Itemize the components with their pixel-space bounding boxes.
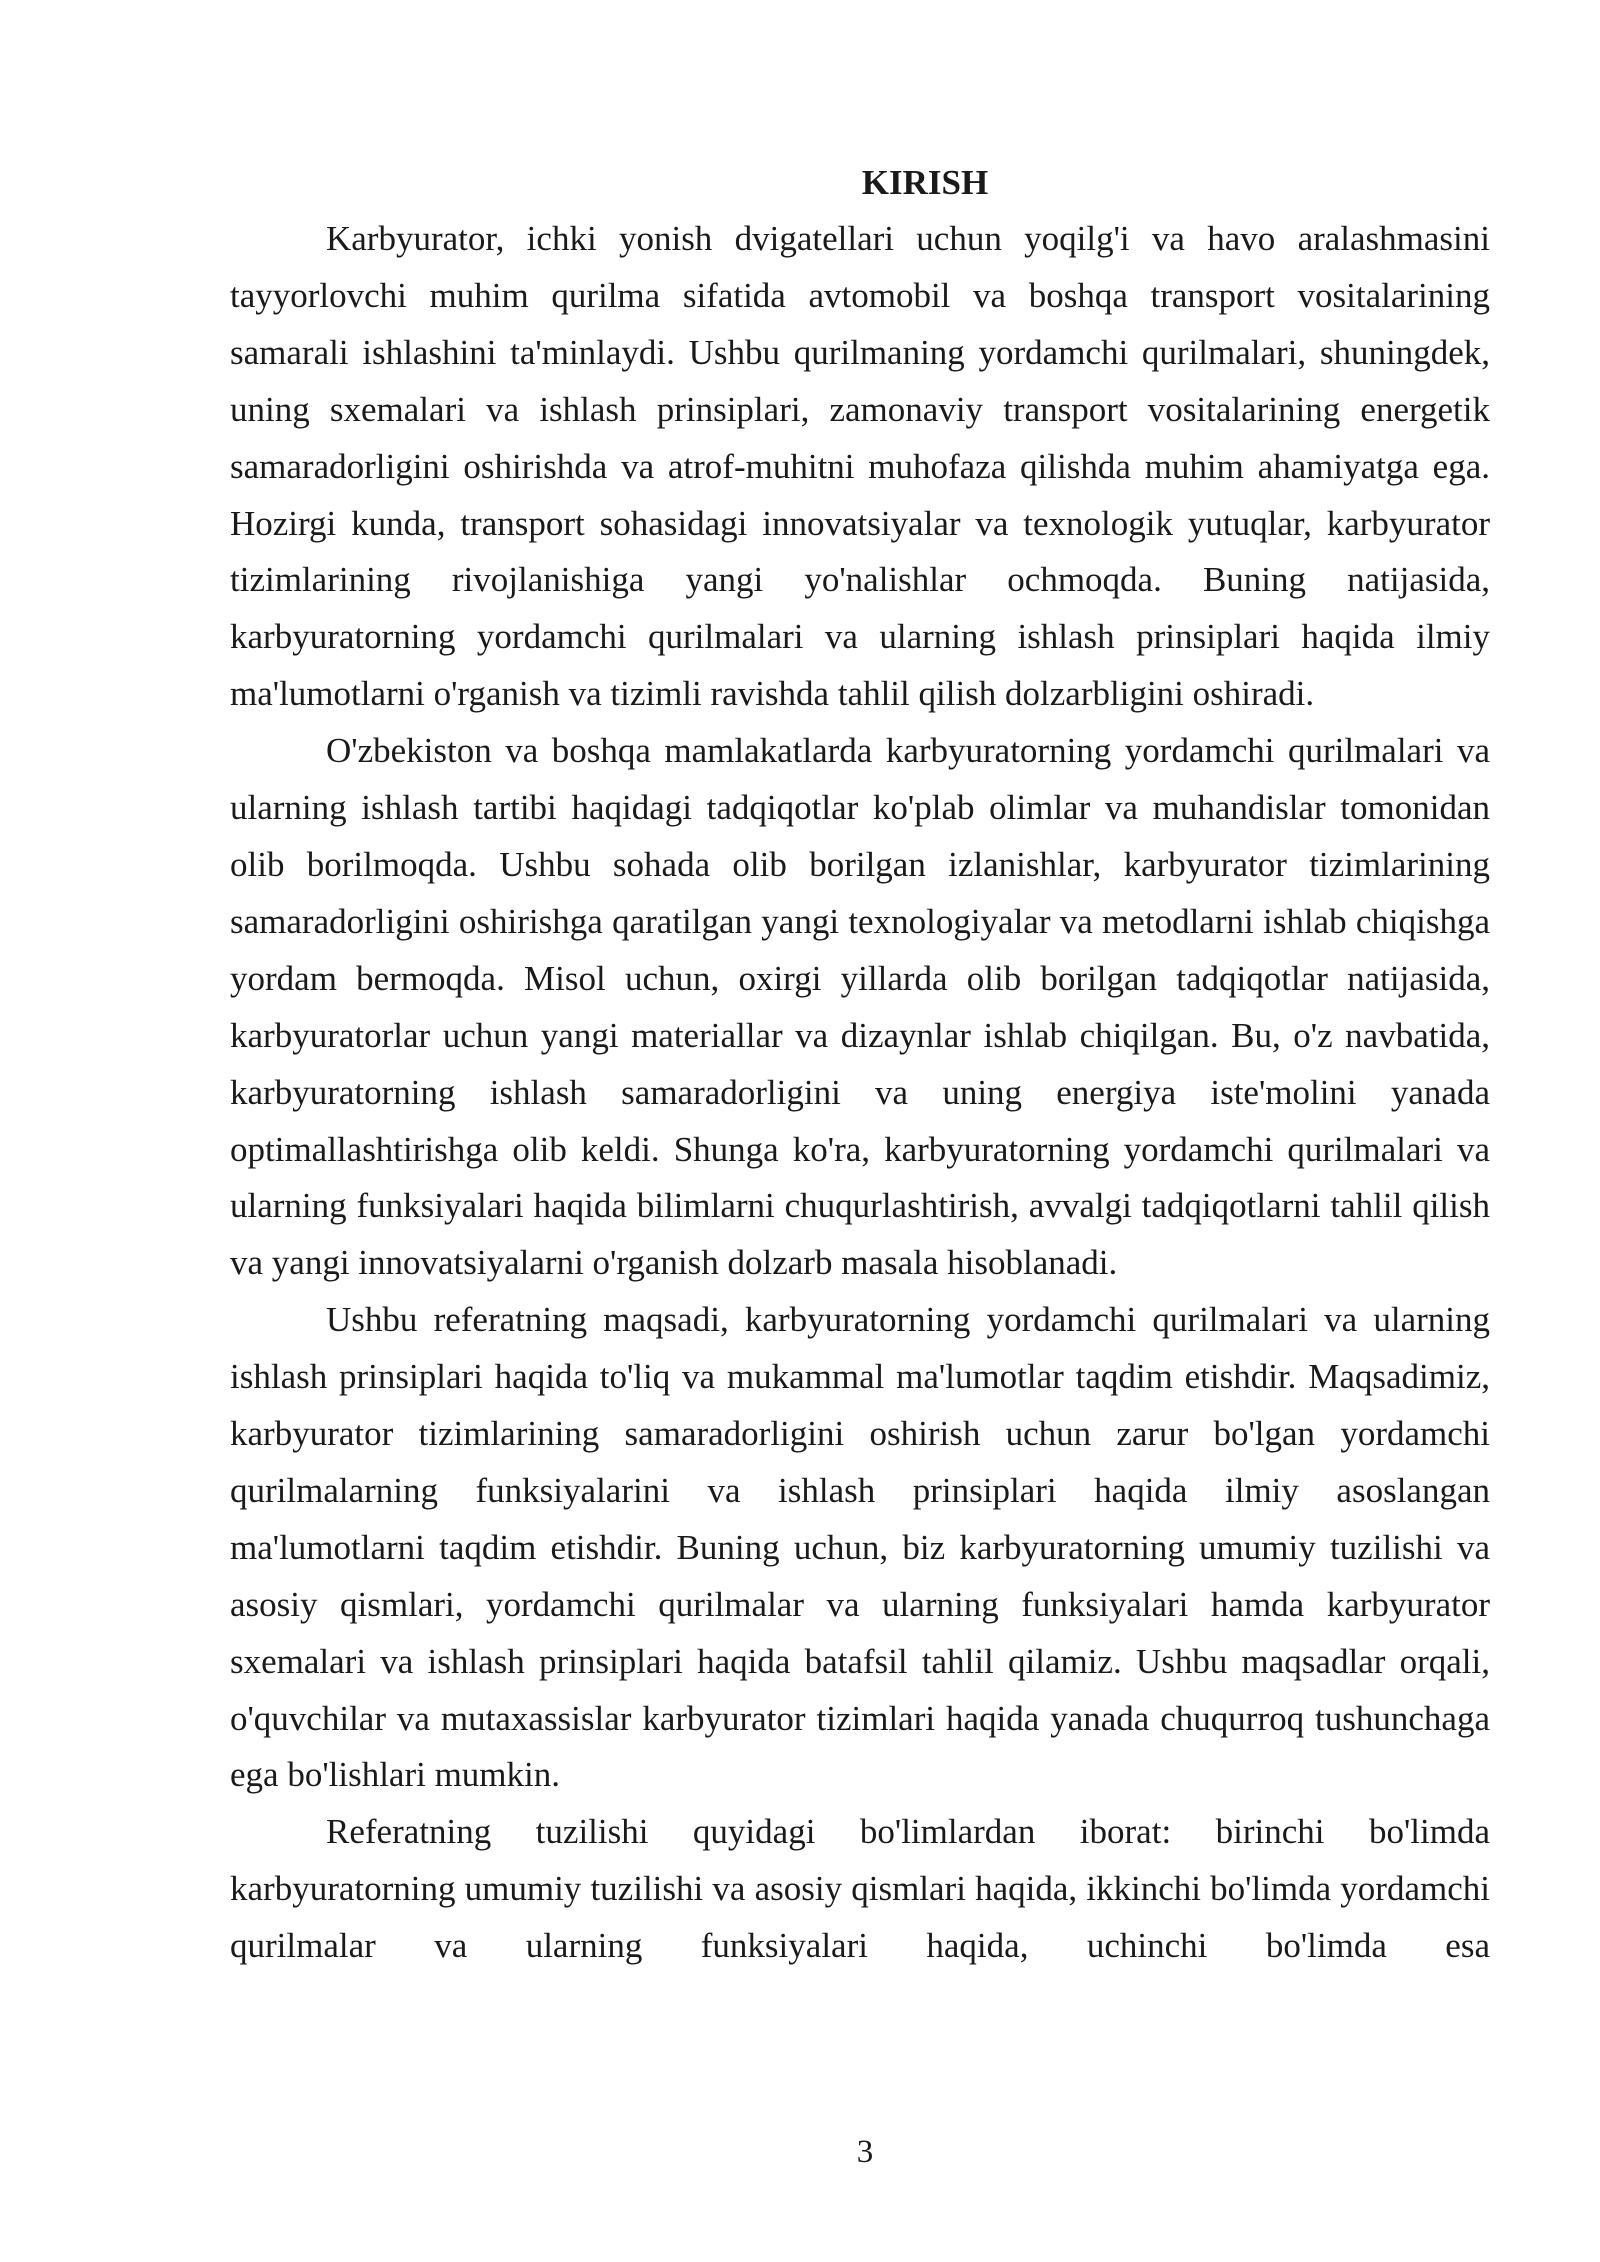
paragraph-1: Karbyurator, ichki yonish dvigatellari uchun yoqilg'i va havo aralashmasini tayyorlovchi muhim qurilma sifatida avtomobil va boshqa transport vositalarining samarali ishlashini ta'minlaydi. Ushbu qurilmaning yordamchi qurilmalari, shuningdek, uning sxemalari va ishlash prinsiplari, zamonaviy transport vositalarining energetik samaradorligini oshirishda va atrof-muhitni muhofaza qilishda muhim ahamiyatga ega. Hozirgi kunda, transport sohasidagi innovatsiyalar va texnologik yutuqlar, karbyurator tizimlarining rivojlanishiga yangi yo'nalishlar ochmoqda. Buning natijasida, karbyuratorning yordamchi qurilmalari va ularning ishlash prinsiplari haqida ilmiy ma'lumotlarni o'rganish va tizimli ravishda tahlil qilish dolzarbligini oshiradi. — [230, 219, 1490, 714]
paragraph-2: O'zbekiston va boshqa mamlakatlarda karbyuratorning yordamchi qurilmalari va ularning ishlash tartibi haqidagi tadqiqotlar ko'plab olimlar va muhandislar tomonidan olib borilmoqda. Ushbu sohada olib borilgan izlanishlar, karbyurator tizimlarining samaradorligini oshirishga qaratilgan yangi texnologiyalar va metodlarni ishlab chiqishga yordam bermoqda. Misol uchun, oxirgi yillarda olib borilgan tadqiqotlar natijasida, karbyuratorlar uchun yangi materiallar va dizaynlar ishlab chiqilgan. Bu, o'z navbatida, karbyuratorning ishlash samaradorligini va uning energiya iste'molini yanada optimallashtirishga olib keldi. Shunga ko'ra, karbyuratorning yordamchi qurilmalari va ularning funksiyalari haqida bilimlarni chuqurlashtirish, avvalgi tadqiqotlarni tahlil qilish va yangi innovatsiyalarni o'rganish dolzarb masala hisoblanadi. — [230, 731, 1490, 1283]
paragraph-4: Referatning tuzilishi quyidagi bo'limlardan iborat: birinchi bo'limda karbyuratorning umumiy tuzilishi va asosiy qismlari haqida, ikkinchi bo'limda yordamchi qurilmalar va ularning funksiyalari haqida, uchinchi bo'limda esa — [230, 1812, 1490, 1966]
page-number: 3 — [856, 2134, 874, 2170]
document-page — [230, 155, 1490, 1975]
paragraph-3: Ushbu referatning maqsadi, karbyuratorning yordamchi qurilmalari va ularning ishlash prinsiplari haqida to'liq va mukammal ma'lumotlar taqdim etishdir. Maqsadimiz, karbyurator tizimlarining samaradorligini oshirish uchun zarur bo'lgan yordamchi qurilmalarning funksiyalarini va ishlash prinsiplari haqida ilmiy asoslangan ma'lumotlarni taqdim etishdir. Buning uchun, biz karbyuratorning umumiy tuzilishi va asosiy qismlari, yordamchi qurilmalar va ularning funksiyalari hamda karbyurator sxemalari va ishlash prinsiplari haqida batafsil tahlil qilamiz. Ushbu maqsadlar orqali, o'quvchilar va mutaxassislar karbyurator tizimlari haqida yanada chuqurroq tushunchaga ega bo'lishlari mumkin. — [230, 1300, 1490, 1795]
section-title: KIRISH — [861, 163, 989, 202]
